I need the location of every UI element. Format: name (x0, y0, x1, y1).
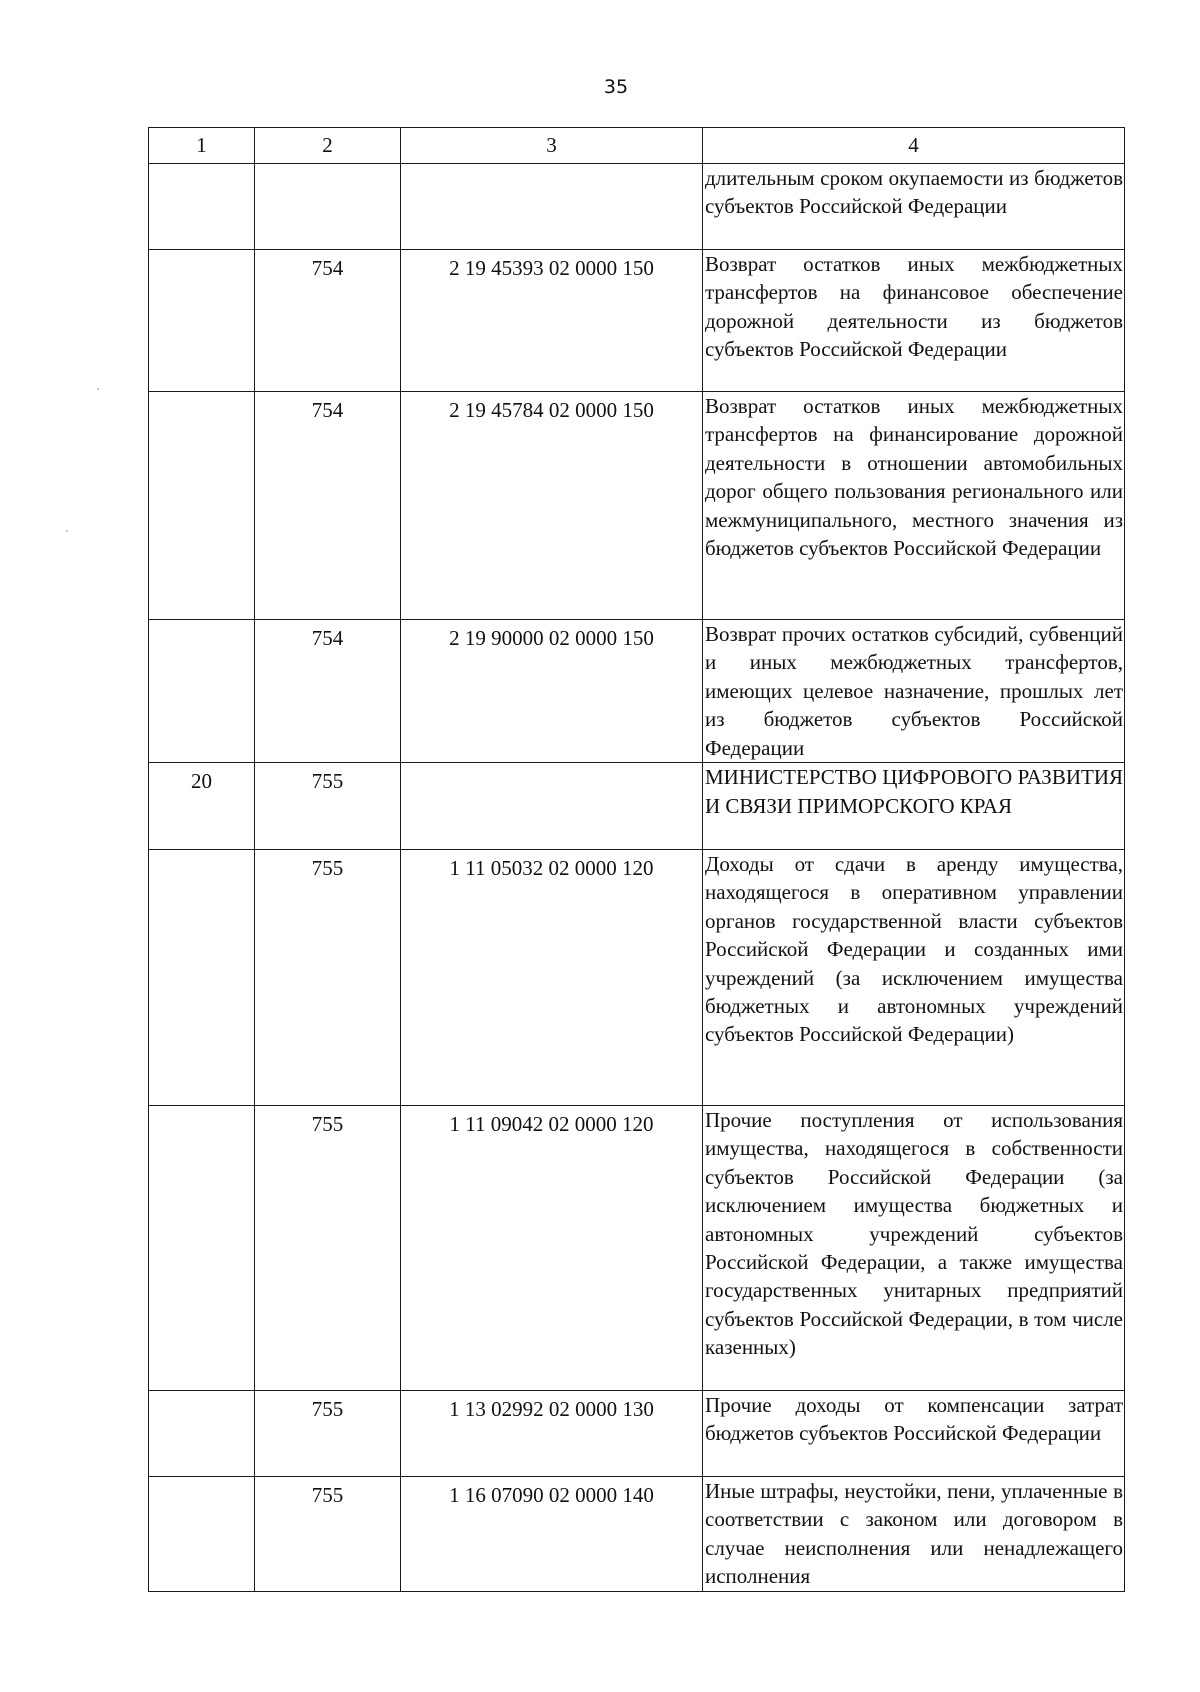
table-header-row (149, 128, 1125, 164)
revenue-description: Возврат остатков иных межбюджетных трансфертов на финансирование дорожной деятельности в отношении автомобильных дорог общего пользования регионального или межмуниципального, местного значения из бюджетов субъектов Российской Федерации (703, 392, 1125, 620)
row-number (149, 1391, 255, 1477)
row-number (149, 850, 255, 1106)
admin-code: 755 (255, 1106, 401, 1391)
budget-classification-code: 2 19 90000 02 0000 150 (401, 620, 703, 763)
budget-classification-code: 2 19 45784 02 0000 150 (401, 392, 703, 620)
header-col-3: 3 (401, 128, 703, 164)
budget-classification-code (401, 164, 703, 250)
page-number: 35 (603, 76, 629, 98)
header-col-1: 1 (149, 128, 255, 164)
budget-classification-code: 1 11 09042 02 0000 120 (401, 1106, 703, 1391)
row-number (149, 250, 255, 392)
revenue-description: Возврат остатков иных межбюджетных трансфертов на финансовое обеспечение дорожной деятельности из бюджетов субъектов Российской Федерации (703, 250, 1125, 392)
table-row (149, 763, 1125, 850)
header-col-4: 4 (703, 128, 1125, 164)
admin-code: 754 (255, 620, 401, 763)
row-number (149, 164, 255, 250)
scan-speck (66, 530, 68, 532)
admin-code: 755 (255, 763, 401, 850)
row-number (149, 392, 255, 620)
admin-code: 755 (255, 850, 401, 1106)
revenue-description: Возврат прочих остатков субсидий, субвенций и иных межбюджетных трансфертов, имеющих целевое назначение, прошлых лет из бюджетов субъектов Российской Федерации (703, 620, 1125, 763)
table-row (149, 850, 1125, 1106)
revenue-description: Прочие доходы от компенсации затрат бюджетов субъектов Российской Федерации (703, 1391, 1125, 1477)
budget-classification-code: 1 13 02992 02 0000 130 (401, 1391, 703, 1477)
budget-classification-code (401, 763, 703, 850)
ministry-name: МИНИСТЕРСТВО ЦИФРОВОГО РАЗВИТИЯ И СВЯЗИ ПРИМОРСКОГО КРАЯ (703, 763, 1125, 850)
revenue-description: Прочие поступления от использования имущества, находящегося в собственности субъектов Российской Федерации (за исключением имущества бюджетных и автономных учреждений субъектов Российской Федерации, а также имущества государственных унитарных предприятий субъектов Российской Федерации, в том числе казенных) (703, 1106, 1125, 1391)
revenue-description: Доходы от сдачи в аренду имущества, находящегося в оперативном управлении органов государственной власти субъектов Российской Федерации и созданных ими учреждений (за исключением имущества бюджетных и автономных учреждений субъектов Российской Федерации) (703, 850, 1125, 1106)
table-row (149, 164, 1125, 250)
row-number (149, 620, 255, 763)
budget-classification-code: 1 16 07090 02 0000 140 (401, 1477, 703, 1592)
admin-code: 755 (255, 1391, 401, 1477)
admin-code: 754 (255, 392, 401, 620)
table-row (149, 1106, 1125, 1391)
table-row (149, 250, 1125, 392)
budget-classification-code: 1 11 05032 02 0000 120 (401, 850, 703, 1106)
budget-revenue-table (148, 127, 1125, 1592)
budget-classification-code: 2 19 45393 02 0000 150 (401, 250, 703, 392)
header-col-2: 2 (255, 128, 401, 164)
table-row (149, 1477, 1125, 1592)
admin-code (255, 164, 401, 250)
row-number (149, 1106, 255, 1391)
row-number: 20 (149, 763, 255, 850)
row-number (149, 1477, 255, 1592)
table-row (149, 1391, 1125, 1477)
revenue-description: длительным сроком окупаемости из бюджетов субъектов Российской Федерации (703, 164, 1125, 250)
scan-speck (97, 388, 99, 390)
table-row (149, 392, 1125, 620)
admin-code: 755 (255, 1477, 401, 1592)
admin-code: 754 (255, 250, 401, 392)
table-row (149, 620, 1125, 763)
revenue-description: Иные штрафы, неустойки, пени, уплаченные в соответствии с законом или договором в случае неисполнения или ненадлежащего исполнения (703, 1477, 1125, 1592)
